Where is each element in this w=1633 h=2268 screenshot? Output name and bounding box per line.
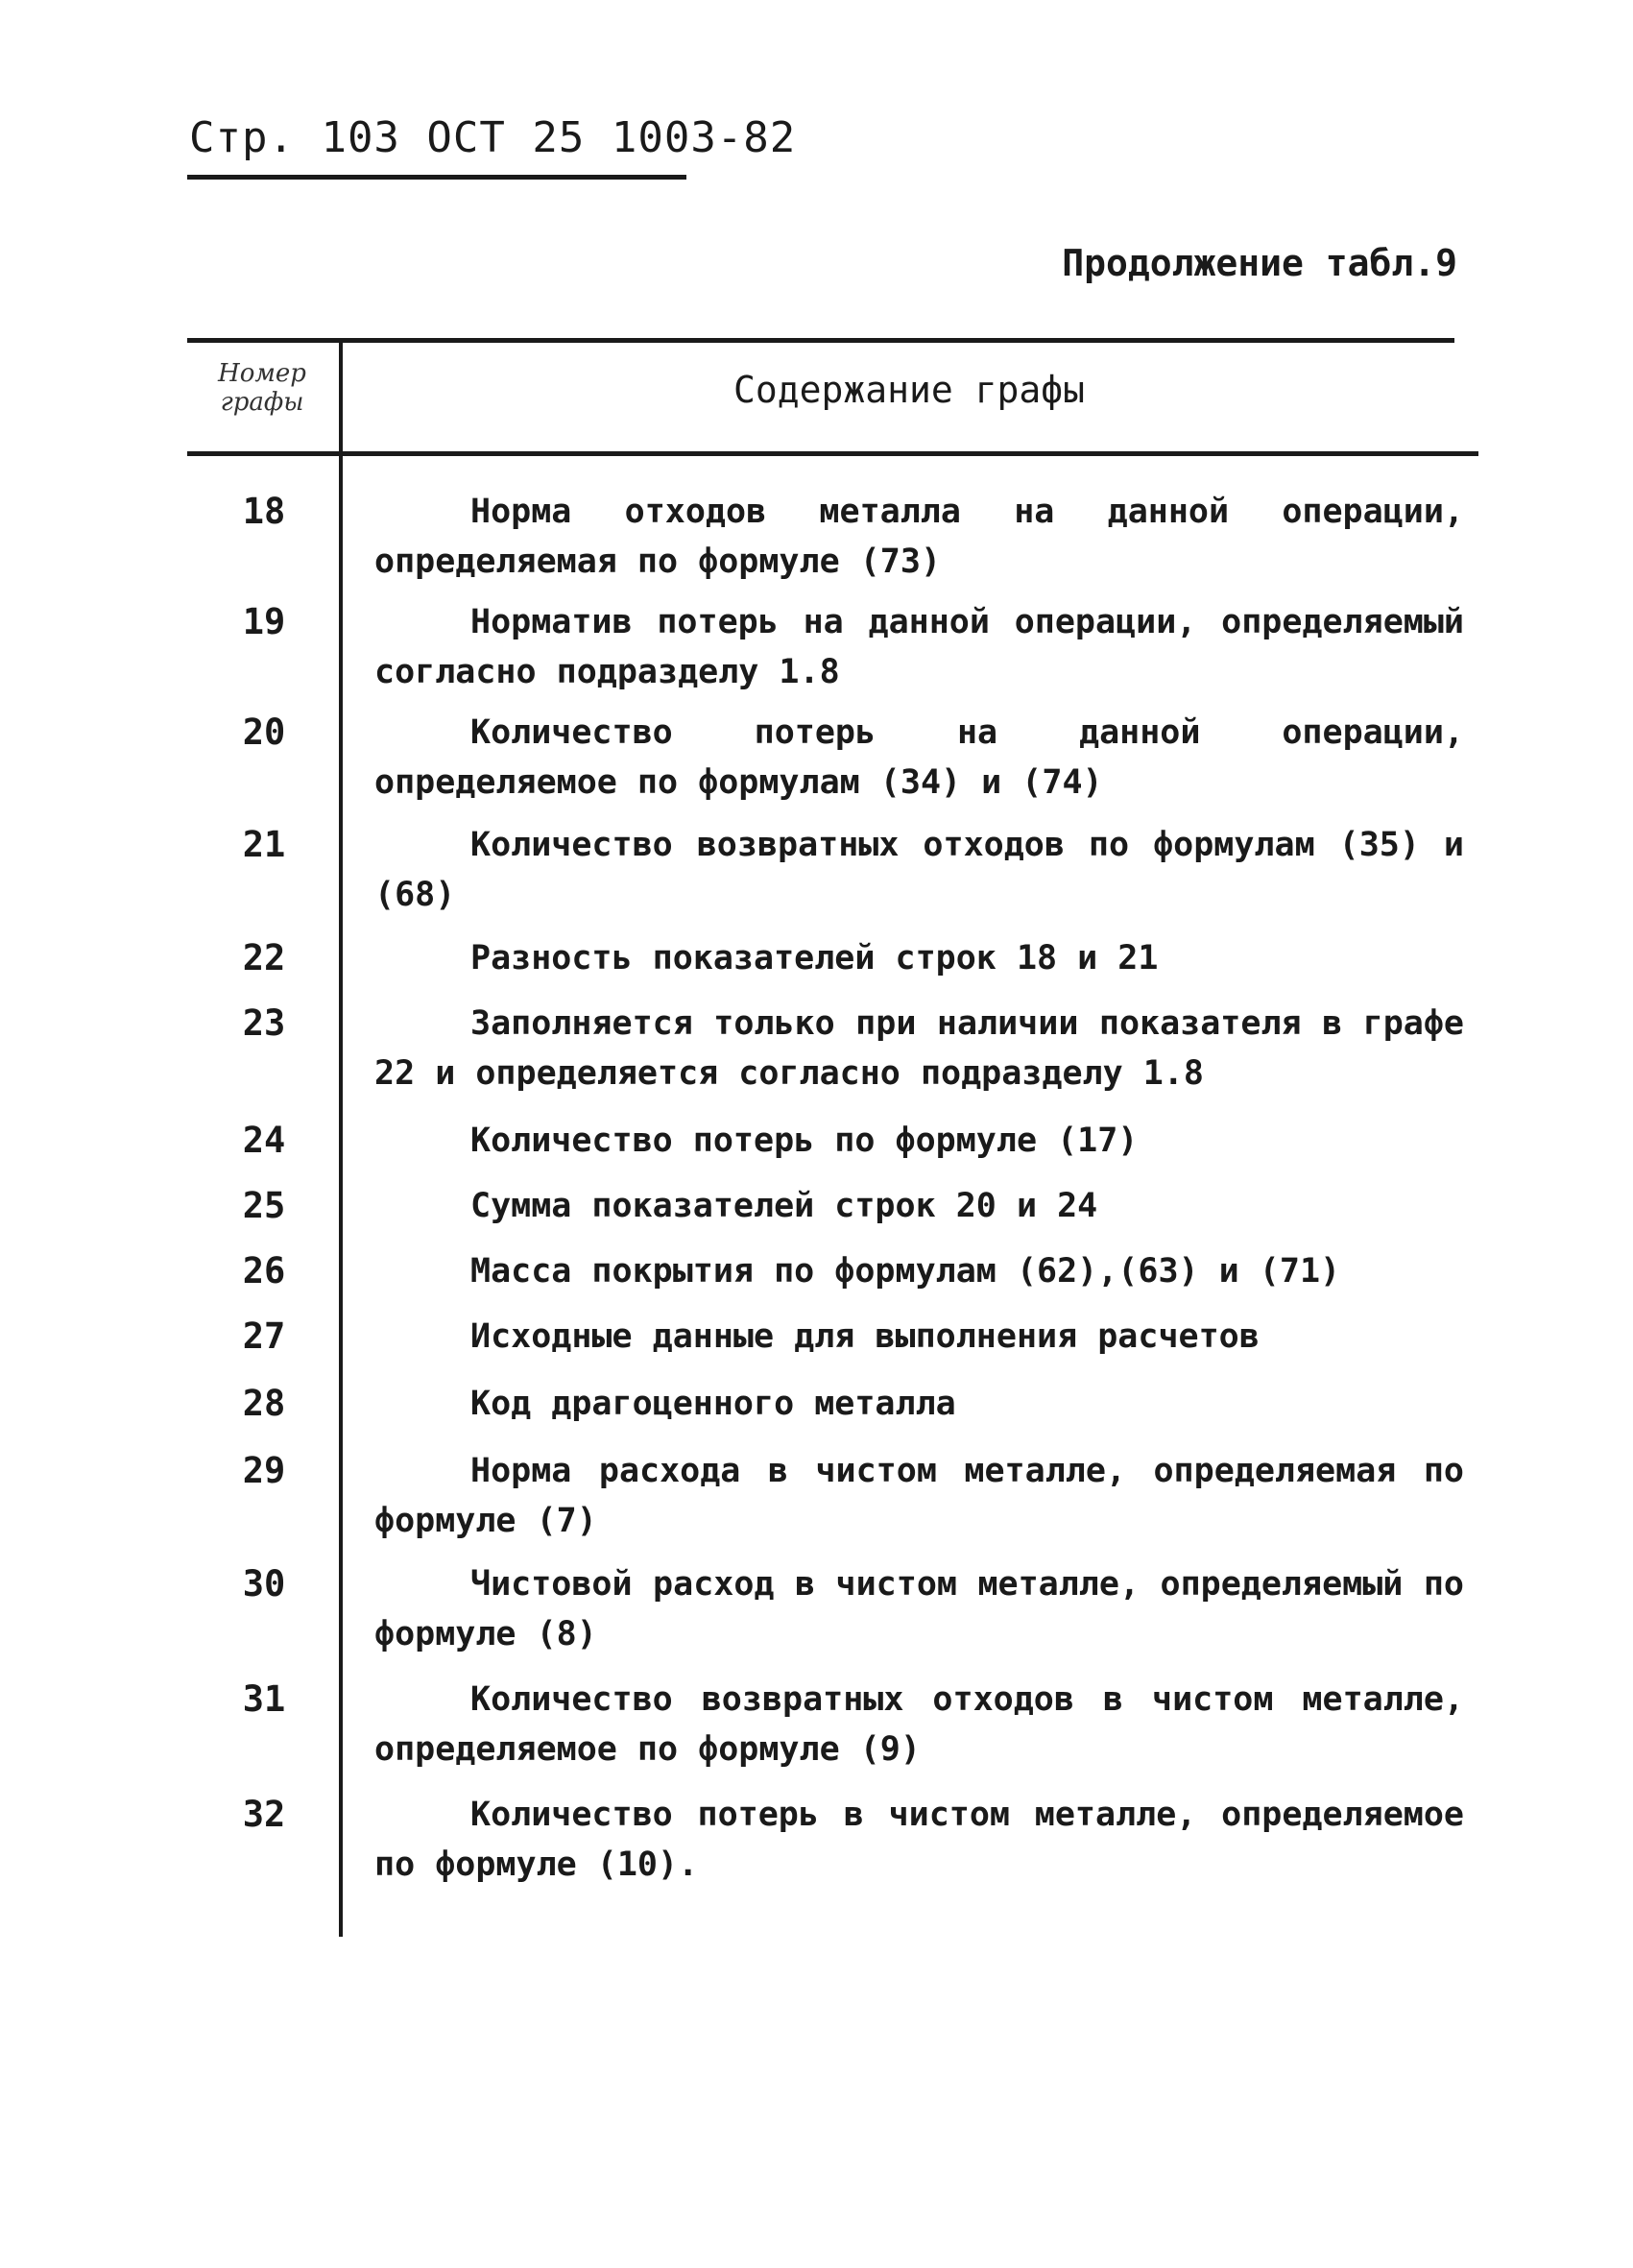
row-number: 26 <box>242 1250 286 1291</box>
table-continuation-label: Продолжение табл.9 <box>1062 242 1457 284</box>
row-description: Сумма показателей строк 20 и 24 <box>470 1187 1098 1225</box>
row-description: Количество возвратных отходов в чистом металле, определяемое по формуле (9) <box>374 1680 1464 1769</box>
row-number: 25 <box>242 1185 286 1226</box>
row-number: 23 <box>242 1002 286 1044</box>
column-header-content: Содержание графы <box>732 369 1086 411</box>
row-description: Код драгоценного металла <box>470 1385 956 1423</box>
row-number: 28 <box>242 1383 286 1424</box>
row-number: 27 <box>242 1315 286 1357</box>
row-description: Количество потерь на данной операции, определяемое по формулам (34) и (74) <box>374 713 1464 802</box>
row-description: Разность показателей строк 18 и 21 <box>470 939 1159 977</box>
row-number: 19 <box>242 601 286 642</box>
row-description: Исходные данные для выполнения расчетов <box>470 1317 1260 1356</box>
row-number: 18 <box>242 491 286 532</box>
row-description: Количество потерь по формуле (17) <box>470 1122 1139 1160</box>
table-column-divider <box>339 338 343 1937</box>
row-description: Количество возвратных отходов по формулам (35) и (68) <box>374 826 1464 914</box>
row-number: 20 <box>242 712 286 753</box>
table-top-rule <box>187 338 1454 343</box>
row-number: 24 <box>242 1120 286 1161</box>
row-description: Норма отходов металла на данной операции, определяемая по формуле (73) <box>374 493 1464 581</box>
row-number: 29 <box>242 1450 286 1491</box>
page-header: Стр. 103 ОСТ 25 1003-82 <box>189 113 797 162</box>
row-description: Количество потерь в чистом металле, определяемое по формуле (10). <box>374 1796 1464 1884</box>
row-number: 31 <box>242 1678 286 1720</box>
row-description: Норма расхода в чистом металле, определяемая по формуле (7) <box>374 1452 1464 1540</box>
row-description: Норматив потерь на данной операции, определяемый согласно подразделу 1.8 <box>374 603 1464 691</box>
row-description: Масса покрытия по формулам (62),(63) и (71) <box>470 1252 1341 1291</box>
row-number: 30 <box>242 1563 286 1604</box>
row-number: 22 <box>242 937 286 978</box>
row-number: 32 <box>242 1794 286 1835</box>
table-header-rule <box>187 451 1478 456</box>
row-description: Чистовой расход в чистом металле, определяемый по формуле (8) <box>374 1565 1464 1653</box>
row-number: 21 <box>242 824 286 865</box>
column-header-number: Номер графы <box>218 359 306 417</box>
row-description: Заполняется только при наличии показателя в графе 22 и определяется согласно подразделу 1.8 <box>374 1004 1464 1093</box>
header-underline <box>187 175 686 180</box>
